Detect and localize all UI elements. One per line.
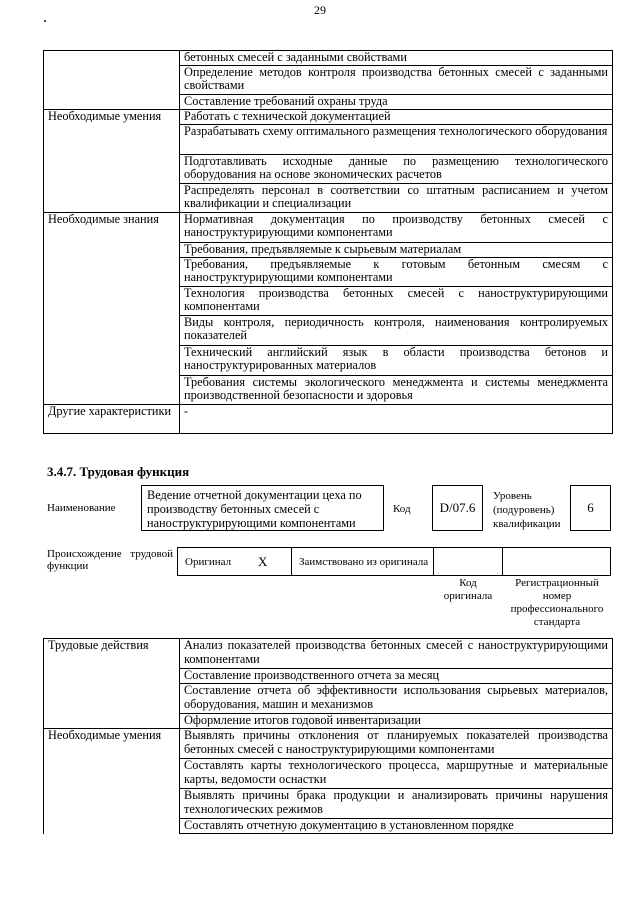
table-cell: Работать с технической документацией <box>180 109 613 124</box>
scan-artifact <box>44 20 46 22</box>
table-cell: Составление отчета об эффективности использования сырьевых материалов, оборудования, машин и механизмов <box>180 684 613 714</box>
level-label: Уровень (подуровень) квалификации <box>493 490 561 530</box>
table-cell: Выявлять причины брака продукции и анализировать причины нарушения технологических режимов <box>180 789 613 819</box>
row-label-knowledge: Необходимые знания <box>44 212 180 404</box>
table-cell: - <box>180 404 613 433</box>
table-cell: Технический английский язык в области производства бетонов и наноструктурированных материалов <box>180 345 613 375</box>
table-cell: Технология производства бетонных смесей с наноструктурирующими компонентами <box>180 286 613 315</box>
origin-label-text: Происхождение трудовой функции <box>47 548 173 572</box>
name-label: Наименование <box>47 502 116 514</box>
table-cell: Составление требований охраны труда <box>180 94 613 109</box>
table-cell: Составлять карты технологического процесса, маршрутные и материальные карты, ведомости оснастки <box>180 759 613 789</box>
row-label-skills-2: Необходимые умения <box>44 729 180 834</box>
table-cell: Подготавливать исходные данные по размещению технологического оборудования на основе экономических расчетов <box>180 154 613 183</box>
table-cell: Анализ показателей производства бетонных смесей с наноструктурирующими компонентами <box>180 639 613 669</box>
table-cell: Определение методов контроля производства бетонных смесей с заданными свойствами <box>180 65 613 94</box>
row-label-continued <box>44 51 180 110</box>
function-name-box: Ведение отчетной документации цеха по производству бетонных смесей с наноструктурирующими компонентами <box>141 485 384 531</box>
borrowed-cell <box>291 547 434 576</box>
origin-label <box>47 548 173 572</box>
table-cell: Оформление итогов годовой инвентаризации <box>180 714 613 729</box>
borrowed-label: Заимствовано из оригинала <box>299 556 429 568</box>
table-cell: Выявлять причины отклонения от планируемых показателей производства бетонных смесей с наноструктурирующими компонентами <box>180 729 613 759</box>
competency-table-continued <box>43 50 613 434</box>
code-original-caption: Код оригинала <box>443 577 493 602</box>
reg-number-cell <box>502 547 611 576</box>
section-heading: 3.4.7. Трудовая функция <box>47 464 190 479</box>
row-label-skills: Необходимые умения <box>44 109 180 212</box>
original-mark: X <box>258 554 268 569</box>
table-cell: Требования, предъявляемые к сырьевым материалам <box>180 242 613 257</box>
page-number: 29 <box>314 3 326 17</box>
labor-function-table <box>43 638 613 834</box>
code-original-cell <box>433 547 503 576</box>
table-cell: Разрабатывать схему оптимального размещения технологического оборудования <box>180 124 613 154</box>
table-cell: Распределять персонал в соответствии со штатным расписанием и учетом квалификации и специализации <box>180 183 613 212</box>
table-cell: Составление производственного отчета за месяц <box>180 669 613 684</box>
table-cell: Нормативная документация по производству бетонных смесей с наноструктурирующими компонентами <box>180 212 613 242</box>
original-label: Оригинал <box>185 556 232 568</box>
reg-number-caption: Регистрационный номер профессионального стандарта <box>510 577 604 628</box>
code-label: Код <box>393 503 411 515</box>
original-cell <box>177 547 292 576</box>
level-value-box: 6 <box>570 485 611 531</box>
table-cell: бетонных смесей с заданными свойствами <box>180 51 613 66</box>
code-value-box: D/07.6 <box>432 485 483 531</box>
table-cell: Требования системы экологического менеджмента и системы менеджмента производственной безопасности и здоровья <box>180 375 613 404</box>
table-cell: Требования, предъявляемые к готовым бетонным смесям с наноструктурирующими компонентами <box>180 257 613 286</box>
row-label-other: Другие характеристики <box>44 404 180 433</box>
row-label-actions: Трудовые действия <box>44 639 180 729</box>
table-cell: Составлять отчетную документацию в установленном порядке <box>180 819 613 834</box>
table-cell: Виды контроля, периодичность контроля, наименования контролируемых показателей <box>180 315 613 345</box>
